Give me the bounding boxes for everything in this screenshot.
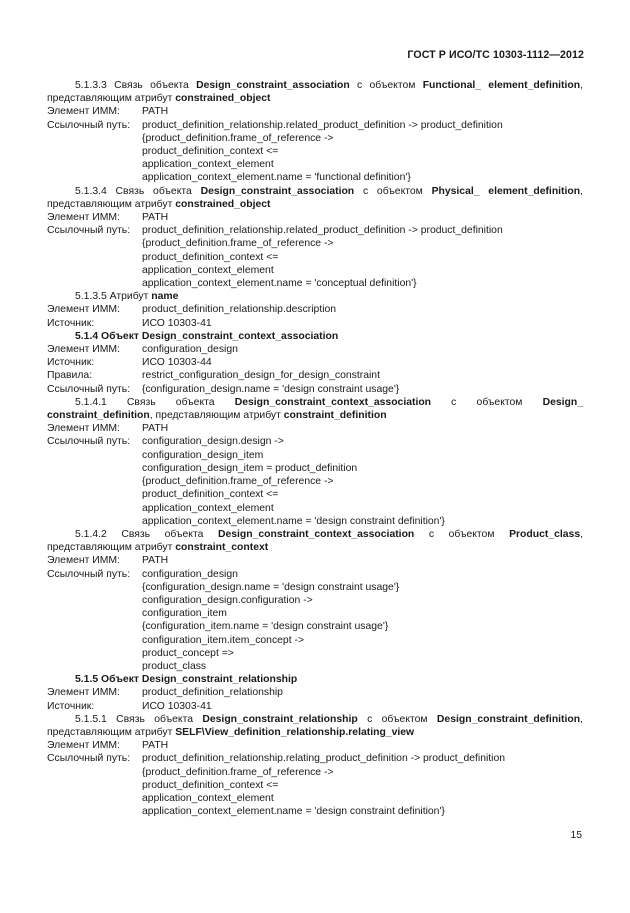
ref-path-line: configuration_item.item_concept ->: [142, 634, 305, 646]
ref-path-line: {product_definition.frame_of_reference ->: [142, 476, 334, 488]
ref-path-line: {configuration_design.name = 'design constraint usage'}: [142, 581, 400, 593]
ref-path-line: configuration_design.design ->: [142, 436, 284, 448]
ref-path-line: configuration_item: [142, 608, 227, 620]
ref-path-line: product_definition_context <=: [142, 489, 279, 501]
element-row: [47, 686, 583, 699]
ref-path-row: [47, 568, 583, 581]
clause-text: , представляющим атрибут: [47, 185, 583, 210]
target-entity: Functional_ element_definition: [422, 80, 581, 91]
ref-path-line: application_context_element.name = 'design constraint definition'}: [142, 515, 445, 527]
ref-path-line: {product_definition.frame_of_reference ->: [142, 132, 334, 144]
section-5-1-3-4-heading: [47, 185, 583, 211]
ref-path-label: Ссылочный путь:: [47, 568, 131, 580]
ref-path-row: [47, 119, 583, 132]
element-row: [47, 105, 583, 118]
ref-path-line: product_definition_relationship.relating_product_definition -> product_definition: [142, 753, 506, 765]
element-row: [47, 554, 583, 567]
element-label: Элемент ИММ:: [47, 344, 120, 356]
element-value: PATH: [142, 212, 169, 224]
element-label: Элемент ИММ:: [47, 423, 120, 435]
ref-path-line: application_context_element.name = 'conceptual definition'}: [142, 278, 417, 290]
element-row: [47, 343, 583, 356]
clause-text: , представляющим атрибут: [47, 528, 583, 554]
clause-text: , представляющим атрибут: [149, 410, 284, 422]
ref-path-line: {product_definition.frame_of_reference ->: [142, 238, 334, 250]
ref-path-line: application_context_element: [142, 502, 274, 514]
section-5-1-3-3-heading: [47, 79, 583, 105]
element-value: product_definition_relationship.description: [142, 304, 337, 316]
clause-text: , представляющим атрибут: [47, 713, 583, 738]
entity-name: Design_constraint_context_association: [217, 528, 415, 540]
attribute-name: constraint_definition: [283, 410, 387, 422]
ref-path-line: product_definition_context <=: [142, 146, 279, 158]
entity-name: Design_constraint_association: [196, 80, 350, 91]
ref-path-label: Ссылочный путь:: [47, 753, 131, 765]
ref-path-row: [47, 435, 583, 448]
document-body: [47, 79, 583, 818]
page-header: ГОСТ Р ИСО/ТС 10303-1112—2012: [407, 49, 584, 61]
ref-path-line: {configuration_item.name = 'design constraint usage'}: [142, 621, 389, 633]
ref-path-line: product_concept =>: [142, 647, 234, 659]
ref-path-line: {product_definition.frame_of_reference ->: [142, 766, 334, 778]
element-value: PATH: [142, 740, 169, 752]
element-row: [47, 303, 583, 316]
clause-text: , представляющим атрибут: [47, 80, 583, 105]
clause-number: 5.1.3.5 Атрибут: [75, 291, 152, 303]
attribute-name: constrained_object: [175, 93, 271, 105]
source-label: Источник:: [47, 357, 95, 369]
ref-path-line: product_definition_context <=: [142, 779, 279, 791]
source-label: Источник:: [47, 317, 95, 329]
element-value: PATH: [142, 555, 169, 567]
attribute-name: constraint_context: [175, 542, 269, 554]
source-value: ИСО 10303-41: [142, 317, 212, 329]
ref-path-row: [47, 224, 583, 237]
ref-path-line: configuration_design.configuration ->: [142, 594, 313, 606]
ref-path-label: Ссылочный путь:: [47, 225, 131, 237]
entity-name: Design_constraint_relationship: [141, 674, 298, 686]
ref-path-row: [47, 383, 583, 396]
clause-number: 5.1.5 Объект: [75, 674, 142, 686]
ref-path-line: {configuration_design.name = 'design constraint usage'}: [142, 383, 400, 395]
element-row: [47, 739, 583, 752]
element-value: product_definition_relationship: [142, 687, 283, 699]
clause-number: 5.1.5.1 Связь объекта: [75, 713, 203, 725]
clause-number: 5.1.4.2 Связь объекта: [75, 528, 218, 540]
clause-text: с объектом: [431, 396, 543, 408]
section-5-1-4-1-heading: [47, 396, 583, 422]
source-row: [47, 317, 583, 330]
clause-number: 5.1.4 Объект: [75, 330, 142, 342]
ref-path-label: Ссылочный путь:: [47, 436, 131, 448]
entity-name: Design_constraint_context_association: [141, 330, 339, 342]
ref-path-line: product_definition_context <=: [142, 251, 279, 263]
element-label: Элемент ИММ:: [47, 740, 120, 752]
source-value: ИСО 10303-41: [142, 700, 212, 712]
ref-path-line: application_context_element: [142, 264, 274, 276]
ref-path-line: product_class: [142, 660, 207, 672]
source-label: Источник:: [47, 700, 95, 712]
element-value: configuration_design: [142, 344, 238, 356]
element-label: Элемент ИММ:: [47, 304, 120, 316]
clause-text: с объектом: [414, 528, 510, 540]
ref-path-row: [47, 752, 583, 765]
target-entity: Design_ constraint_definition: [47, 396, 583, 422]
ref-path-line: configuration_design_item = product_definition: [142, 462, 358, 474]
attribute-name: SELF\View_definition_relationship.relating_view: [175, 726, 415, 738]
element-label: Элемент ИММ:: [47, 212, 120, 224]
clause-text: с объектом: [349, 80, 423, 91]
clause-number: 5.1.3.3 Связь объекта: [75, 80, 197, 91]
target-entity: Product_class: [509, 528, 581, 540]
target-entity: Design_constraint_definition: [436, 713, 581, 725]
source-row: [47, 356, 583, 369]
element-value: PATH: [142, 106, 169, 118]
entity-name: Design_constraint_context_association: [234, 396, 432, 408]
rules-value: restrict_configuration_design_for_design_constraint: [142, 370, 380, 382]
ref-path-line: application_context_element.name = 'functional definition'}: [142, 172, 411, 184]
ref-path-label: Ссылочный путь:: [47, 383, 131, 395]
section-5-1-5-heading: [47, 673, 583, 686]
attribute-name: name: [151, 291, 179, 303]
ref-path-line: product_definition_relationship.related_product_definition -> product_definition: [142, 225, 503, 237]
element-label: Элемент ИММ:: [47, 555, 120, 567]
rules-row: [47, 369, 583, 382]
entity-name: Design_constraint_association: [200, 185, 355, 197]
rules-label: Правила:: [47, 370, 93, 382]
source-row: [47, 700, 583, 713]
ref-path-line: application_context_element: [142, 792, 274, 804]
ref-path-line: application_context_element: [142, 159, 274, 171]
ref-path-line: configuration_design_item: [142, 449, 264, 461]
section-5-1-4-heading: [47, 330, 583, 343]
clause-text: с объектом: [354, 185, 432, 197]
ref-path-line: application_context_element.name = 'design constraint definition'}: [142, 806, 445, 818]
entity-name: Design_constraint_relationship: [202, 713, 358, 725]
ref-path-label: Ссылочный путь:: [47, 119, 131, 131]
ref-path-line: configuration_design: [142, 568, 238, 580]
element-value: PATH: [142, 423, 169, 435]
section-5-1-3-5-heading: [47, 290, 583, 303]
clause-number: 5.1.3.4 Связь объекта: [75, 185, 201, 197]
target-entity: Physical_ element_definition: [431, 185, 581, 197]
page-number: 15: [570, 830, 582, 841]
section-5-1-5-1-heading: [47, 713, 583, 739]
element-label: Элемент ИММ:: [47, 687, 120, 699]
ref-path-line: product_definition_relationship.related_product_definition -> product_definition: [142, 119, 503, 131]
source-value: ИСО 10303-44: [142, 357, 212, 369]
element-row: [47, 422, 583, 435]
section-5-1-4-2-heading: [47, 528, 583, 554]
attribute-name: constrained_object: [175, 198, 271, 210]
element-label: Элемент ИММ:: [47, 106, 120, 118]
clause-number: 5.1.4.1 Связь объекта: [75, 396, 235, 408]
clause-text: с объектом: [357, 713, 437, 725]
element-row: [47, 211, 583, 224]
